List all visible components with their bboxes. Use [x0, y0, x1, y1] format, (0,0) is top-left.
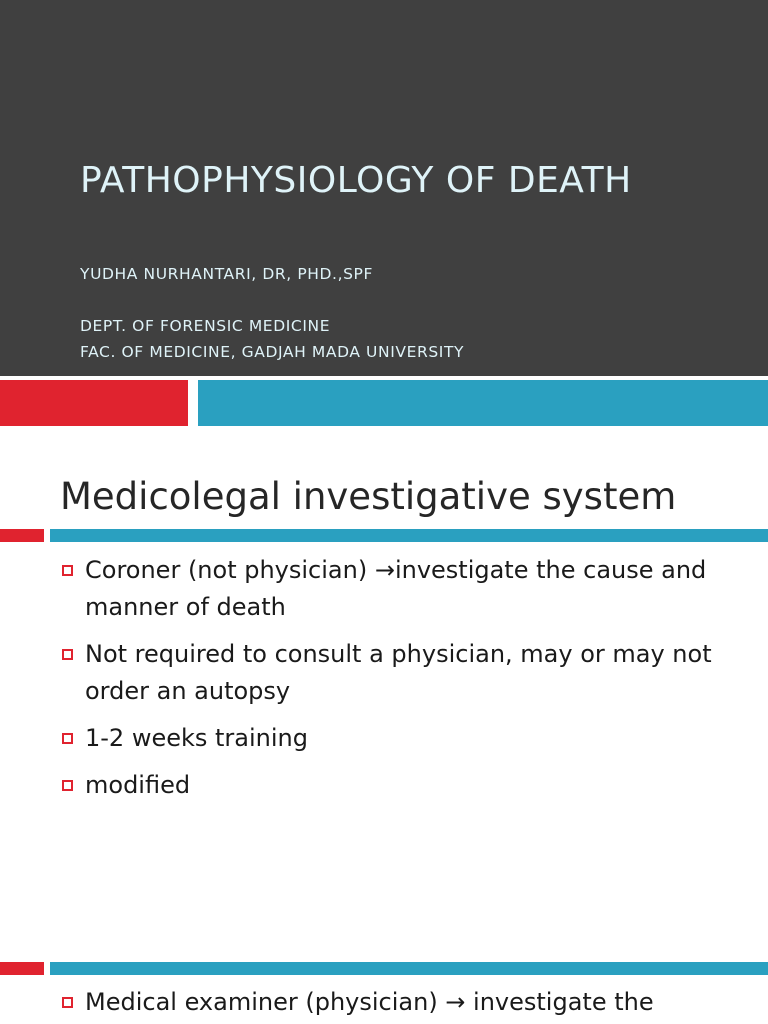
slide-accent-bar-blue	[50, 529, 768, 542]
title-slide	[0, 0, 768, 376]
list-item	[61, 720, 751, 757]
bullet-text: modified	[85, 771, 191, 799]
bullet-text: Medical examiner (physician) → investigate the	[85, 988, 654, 1016]
bullet-text: Coroner (not physician) →investigate the cause and manner of death	[85, 556, 707, 621]
slide-accent-bar-red	[0, 529, 44, 542]
square-bullet-icon	[62, 649, 73, 660]
title-accent-bar-red	[0, 380, 188, 426]
bullet-list	[61, 552, 751, 814]
list-item	[61, 552, 751, 626]
slide3-bullet-list	[61, 984, 751, 1024]
list-item	[61, 984, 751, 1021]
slide3-accent-bar-red	[0, 962, 44, 975]
bullet-text: 1-2 weeks training	[85, 724, 308, 752]
slide-title: Medicolegal investigative system	[60, 475, 677, 518]
faculty-line: FAC. OF MEDICINE, GADJAH MADA UNIVERSITY	[80, 343, 465, 361]
square-bullet-icon	[62, 565, 73, 576]
title-accent-bar-blue	[198, 380, 768, 426]
bullet-text: Not required to consult a physician, may or may not order an autopsy	[85, 640, 712, 705]
square-bullet-icon	[62, 997, 73, 1008]
department-line: DEPT. OF FORENSIC MEDICINE	[80, 317, 331, 335]
presentation-title: PATHOPHYSIOLOGY OF DEATH	[80, 160, 632, 201]
slide3-accent-bar-blue	[50, 962, 768, 975]
list-item	[61, 636, 751, 710]
square-bullet-icon	[62, 780, 73, 791]
author-line: YUDHA NURHANTARI, DR, PHD.,SPF	[80, 265, 374, 283]
square-bullet-icon	[62, 733, 73, 744]
list-item	[61, 767, 751, 804]
